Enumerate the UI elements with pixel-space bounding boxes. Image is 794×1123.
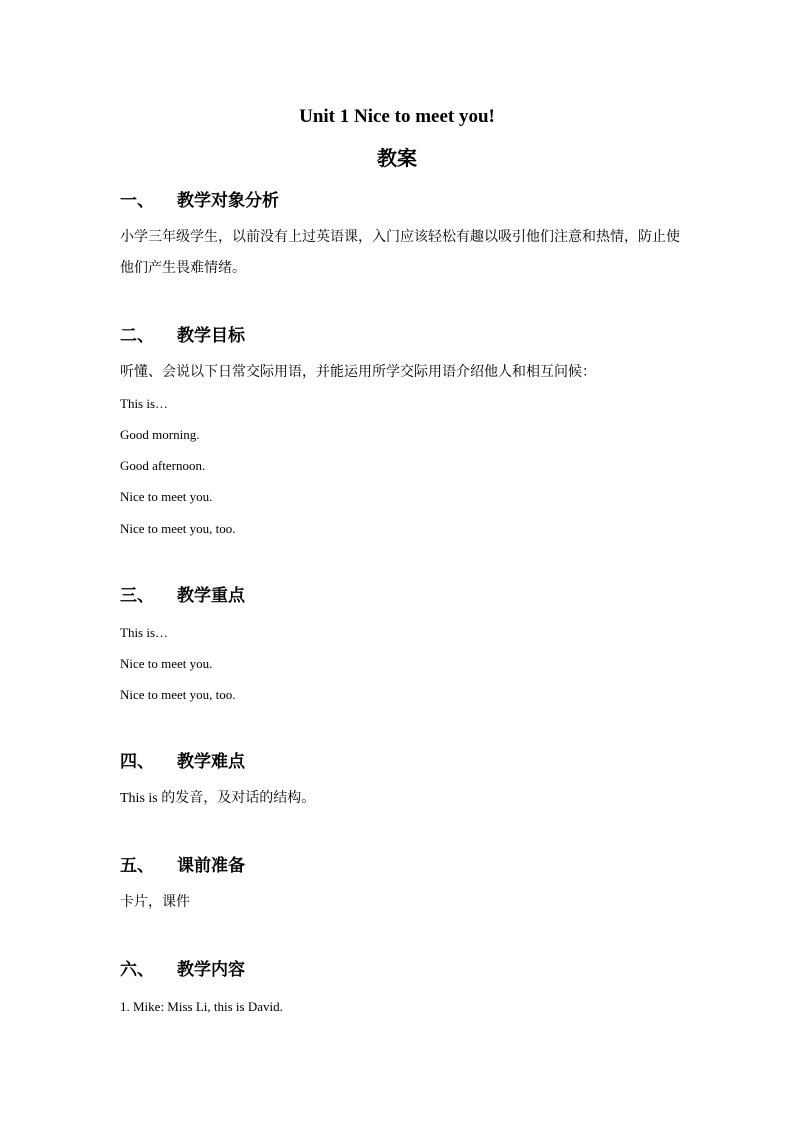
section-heading — [120, 189, 279, 213]
section-number: 二、 — [120, 326, 154, 345]
section-heading — [120, 324, 245, 348]
section-title: 教学内容 — [177, 960, 245, 979]
phrase-line: Good morning. — [120, 427, 200, 442]
content-line: 1. Mike: Miss Li, this is David. — [120, 999, 283, 1014]
phrase-line: Nice to meet you, too. — [120, 687, 236, 702]
section-number: 六、 — [120, 960, 154, 979]
section-title: 教学难点 — [177, 752, 245, 771]
phrase-line: Nice to meet you. — [120, 656, 213, 671]
section-number: 一、 — [120, 191, 154, 210]
phrase-line: Nice to meet you. — [120, 489, 213, 504]
phrase-line: This is… — [120, 396, 169, 411]
phrase-line: This is… — [120, 625, 169, 640]
section-title: 教学对象分析 — [177, 191, 279, 210]
section-heading — [120, 854, 245, 878]
section-title: 教学重点 — [177, 586, 245, 605]
section-title: 教学目标 — [177, 326, 245, 345]
document-subtitle: 教案 — [377, 148, 417, 170]
phrase-line: Nice to meet you, too. — [120, 521, 236, 536]
section-heading — [120, 958, 245, 982]
section-intro: 听懂、会说以下日常交际用语，并能运用所学交际用语介绍他人和相互问候： — [120, 365, 596, 380]
section-heading — [120, 584, 245, 608]
section-number: 五、 — [120, 856, 154, 875]
section-title: 课前准备 — [177, 856, 245, 875]
phrase-line: Good afternoon. — [120, 458, 206, 473]
section-paragraph: 卡片，课件 — [120, 895, 190, 910]
section-number: 三、 — [120, 586, 154, 605]
section-number: 四、 — [120, 752, 154, 771]
section-paragraph: 小学三年级学生，以前没有上过英语课，入门应该轻松有趣以吸引他们注意和热情，防止使他们产生畏难情绪。 — [120, 230, 680, 276]
document-title: Unit 1 Nice to meet you! — [299, 106, 495, 127]
section-paragraph: This is 的发音，及对话的结构。 — [120, 791, 316, 806]
section-heading — [120, 750, 245, 774]
